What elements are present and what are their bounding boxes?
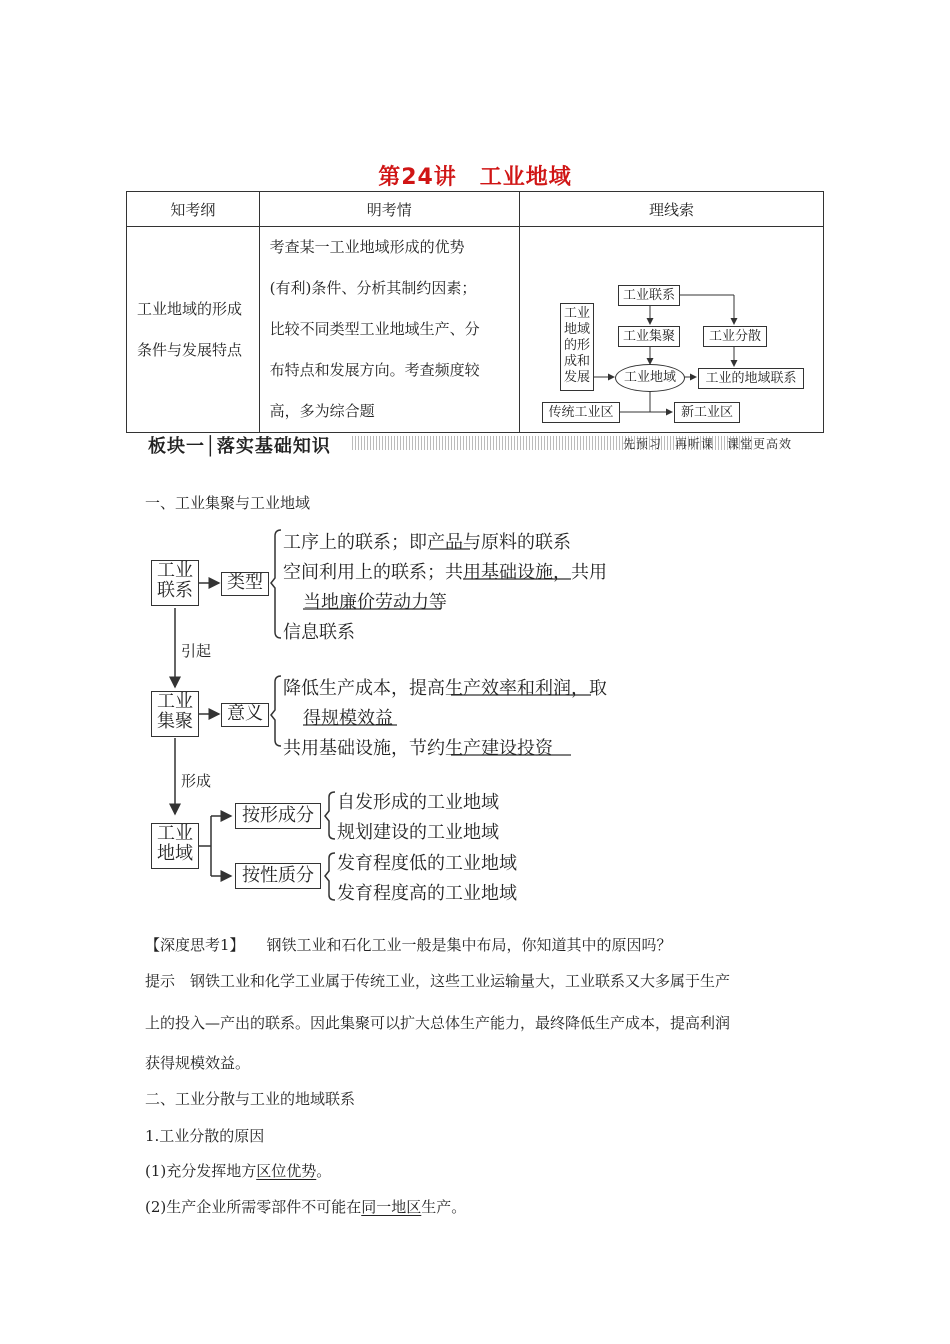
flow-disperse-box: 工业分散 — [703, 326, 767, 347]
section-bar — [140, 432, 814, 456]
type-item-3: 当地廉价劳动力等 — [303, 592, 447, 613]
think1-answer-line-1: 提示 钢铁工业和化学工业属于传统工业，这些工业运输量大，工业联系又大多属于生产 — [145, 972, 731, 990]
meaning-item-1: 降低生产成本，提高生产效率和利润，取 — [283, 678, 607, 699]
type-item-1: 工序上的联系；即产品与原料的联系 — [283, 532, 571, 553]
concept-diagram — [145, 520, 665, 910]
flow-cluster-box: 工业集聚 — [618, 326, 680, 347]
think1-label: 【深度思考1】 — [145, 936, 245, 954]
reason-1-key: 区位优势 — [256, 1162, 317, 1180]
box-industrial-cluster: 工业集聚 — [151, 691, 199, 737]
meaning-item-2: 得规模效益 — [303, 708, 393, 729]
flow-regional-link-box: 工业的地域联系 — [698, 368, 804, 389]
meaning-item-3: 共用基础设施，节约生产建设投资 — [283, 738, 553, 759]
box-by-nature: 按性质分 — [235, 863, 321, 889]
box-by-formation: 按形成分 — [235, 803, 321, 829]
box-industrial-link: 工业联系 — [151, 560, 199, 606]
type-item-4: 信息联系 — [283, 622, 355, 643]
sub-heading-1: 1.工业分散的原因 — [145, 1127, 265, 1145]
think1-answer-line-2: 上的投入—产出的联系。因此集聚可以扩大总体生产能力，最终降低生产成本，提高利润 — [145, 1014, 731, 1032]
type-item-2: 空间利用上的联系；共用基础设施，共用 — [283, 562, 607, 583]
form-item-2: 规划建设的工业地域 — [337, 822, 499, 843]
box-meaning: 意义 — [221, 703, 269, 727]
reason-2-key: 同一地区 — [361, 1198, 422, 1216]
outline-text: 工业地域的形成条件与发展特点 — [137, 299, 243, 359]
page-title: 第24讲 工业地域 — [378, 165, 572, 190]
arrow-label-cause: 引起 — [181, 642, 212, 660]
box-type: 类型 — [221, 572, 269, 596]
section2-heading: 二、工业分散与工业的地域联系 — [145, 1090, 356, 1108]
header-outline: 知考纲 — [127, 192, 260, 227]
box-industrial-region: 工业地域 — [151, 823, 199, 869]
think1-question-text: 钢铁工业和石化工业一般是集中布局，你知道其中的原因吗？ — [266, 936, 672, 954]
exam-text: 考查某一工业地域形成的优势 (有利)条件、分析其制约因素； 比较不同类型工业地域生产、分 布特点和发展方向。考查频度较 高，多为综合题 — [269, 238, 480, 420]
nature-item-2: 发育程度高的工业地域 — [337, 883, 517, 904]
think1-question — [145, 934, 672, 955]
flow-new-box: 新工业区 — [674, 402, 740, 423]
nature-item-1: 发育程度低的工业地域 — [337, 853, 517, 874]
section-bar-slogan: 先预习 再听课 课堂更高效 — [622, 437, 792, 451]
clue-flowchart — [520, 227, 823, 432]
arrow-label-form: 形成 — [181, 772, 212, 790]
section-bar-title: 板块一│落实基础知识 — [148, 436, 331, 457]
flow-side-box: 工业地域的形成和发展 — [560, 303, 594, 391]
reason-1: (1)充分发挥地方区位优势。 — [145, 1162, 332, 1180]
form-item-1: 自发形成的工业地域 — [337, 792, 499, 813]
outline-table — [126, 191, 824, 433]
think1-answer-line-3: 获得规模效益。 — [145, 1054, 251, 1072]
flow-traditional-box: 传统工业区 — [542, 402, 620, 423]
reason-2: (2)生产企业所需零部件不可能在同一地区生产。 — [145, 1198, 467, 1216]
flow-region-ellipse: 工业地域 — [615, 364, 685, 392]
flow-link-box: 工业联系 — [618, 285, 680, 306]
header-clue: 理线索 — [519, 192, 823, 227]
header-exam: 明考情 — [259, 192, 519, 227]
section1-heading: 一、工业集聚与工业地域 — [145, 494, 311, 512]
